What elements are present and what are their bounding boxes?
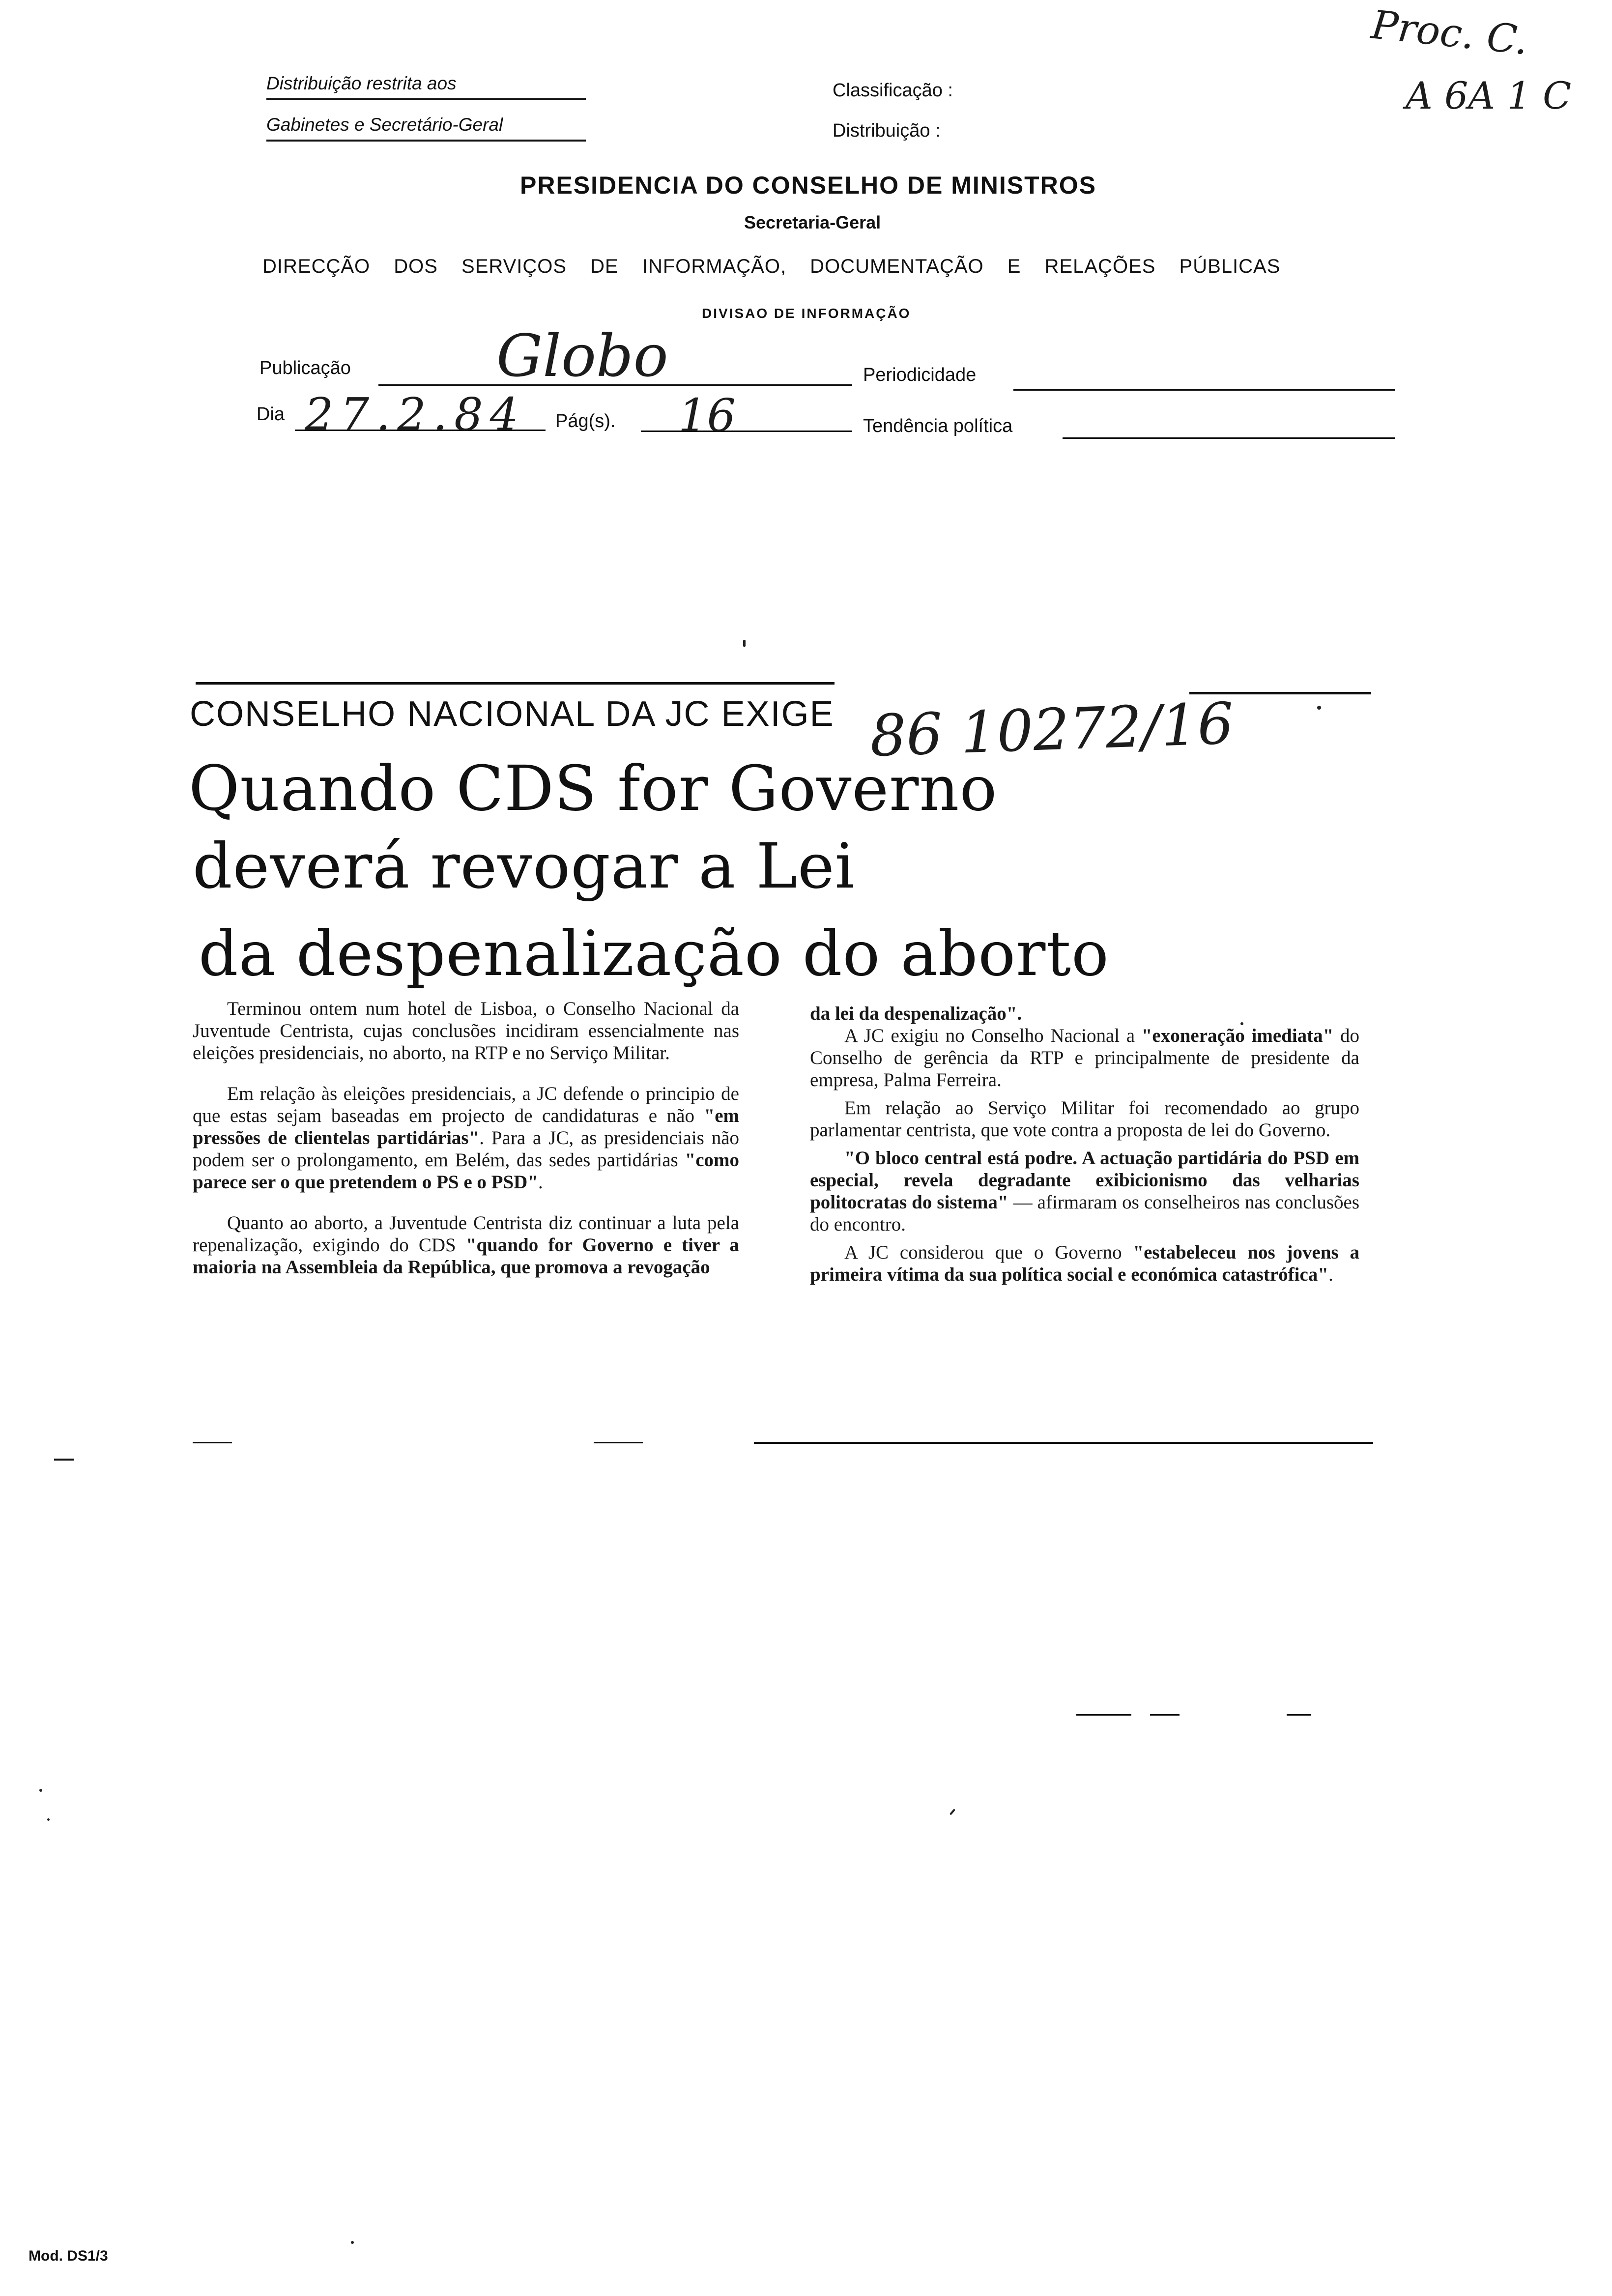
text-run: — afirmaram os conselheiros nas conclusões do encontro. [810,1192,1359,1235]
scan-speck [743,640,746,647]
quote-bold: "em pressões de clientelas partidárias" [193,1105,739,1148]
paragraph: Terminou ontem num hotel de Lisboa, o Conselho Nacional da Juventude Centrista, cujas conclusões incidiram essencialmente nas eleições presidenciais, no aborto, na RTP e no Serviço Militar. [193,998,739,1063]
classificacao-label: Classificação : [833,80,953,101]
restriction-line-1: Distribuição restrita aos [266,73,457,93]
scan-mark [1287,1714,1311,1716]
reference-number: 86 10272/16 [868,690,1235,770]
scan-speck [950,1808,955,1815]
headline-line-3: da despenalização do aborto [199,918,1109,990]
headline-line-2: deverá revogar a Lei [193,830,855,902]
pags-label: Pág(s). [555,411,616,431]
scan-speck [351,2241,354,2244]
paragraph [193,1212,739,1278]
scan-mark [1150,1714,1180,1716]
text-run: A JC exigiu no Conselho Nacional a [844,1025,1142,1046]
text-run: . [1328,1264,1333,1285]
paragraph [810,1147,1359,1235]
restriction-line-2: Gabinetes e Secretário-Geral [266,115,503,135]
quote-bold: da lei da despenalização". [810,1003,1022,1024]
restriction-line-2-wrap [266,114,503,136]
bottom-rule-middle [594,1442,643,1443]
text-run: A JC considerou que o Governo [844,1242,1133,1263]
text-run: do Conselho de gerência da RTP e principalmente de presidente da empresa, Palma Ferreira. [810,1025,1359,1091]
tendencia-line [1063,437,1395,439]
quote-bold: "O bloco central está podre. A actuação partidária do PSD em especial, revela degradante exibicionismo das velharias politocratas do sistema" [810,1148,1359,1213]
scan-mark [1076,1714,1131,1716]
scan-speck [39,1789,42,1792]
periodicidade-label: Periodicidade [863,365,977,385]
dia-label: Dia [257,404,285,425]
quote-bold: "exoneração imediata" [1141,1025,1334,1046]
paragraph [810,1241,1359,1286]
bottom-rule-left [193,1442,232,1443]
form-model-number: Mod. DS1/3 [29,2248,108,2264]
handwritten-note-line-1: Proc. C. [1369,1,1530,64]
text-run: Quanto ao aborto, a Juventude Centrista diz continuar a luta pela repenalização, exigindo do CDS [193,1212,739,1256]
article-column-right [810,1003,1359,1286]
restriction-notice [266,73,457,94]
bottom-rule-right [754,1442,1373,1444]
distribuicao-label: Distribuição : [833,120,941,141]
article-kicker: CONSELHO NACIONAL DA JC EXIGE [190,694,835,734]
direccao-title: DIRECÇÃO DOS SERVIÇOS DE INFORMAÇÃO, DOCUMENTAÇÃO E RELAÇÕES PÚBLICAS [262,256,1281,277]
scan-mark [54,1459,74,1461]
pags-value: 16 [678,389,736,442]
organization-title: PRESIDENCIA DO CONSELHO DE MINISTROS [520,172,1097,199]
scan-speck [1317,706,1321,710]
quote-bold: "quando for Governo e tiver a maioria na Assembleia da República, que promova a revogação [193,1234,739,1278]
periodicidade-line [1013,389,1395,391]
dia-value: 27.2.84 [305,388,526,441]
kicker-rule [196,682,835,685]
restriction-underline-2 [266,140,586,142]
text-run: . [538,1172,543,1193]
handwritten-note-line-2: A 6A 1 C [1406,74,1572,117]
text-run: . Para a JC, as presidenciais não podem ser o prolongamento, em Belém, das sedes partidárias [193,1127,740,1171]
publicacao-value: Globo [496,322,668,390]
secretaria-geral: Secretaria-Geral [744,212,881,232]
paragraph [810,1025,1359,1091]
article-column-left [193,998,739,1278]
tendencia-label: Tendência política [863,416,1013,436]
scan-speck [1240,1022,1243,1025]
paragraph [193,1083,739,1193]
restriction-underline-1 [266,98,586,100]
quote-bold: "como parece ser o que pretendem o PS e o PSD" [193,1149,739,1193]
pags-line [641,430,852,432]
publicacao-label: Publicação [259,358,351,378]
quote-bold: "estabeleceu nos jovens a primeira vítima da sua política social e económica catastrófica" [810,1242,1359,1285]
headline-line-1: Quando CDS for Governo [189,752,998,825]
scan-speck [47,1818,50,1821]
paragraph-continued [810,1003,1359,1025]
text-run: Em relação às eleições presidenciais, a JC defende o principio de que estas sejam baseadas em projecto de candidaturas e não [193,1083,739,1126]
paragraph: Em relação ao Serviço Militar foi recomendado ao grupo parlamentar centrista, que vote contra a proposta de lei do Governo. [810,1097,1359,1141]
divisao-title: DIVISAO DE INFORMAÇÃO [702,306,911,321]
